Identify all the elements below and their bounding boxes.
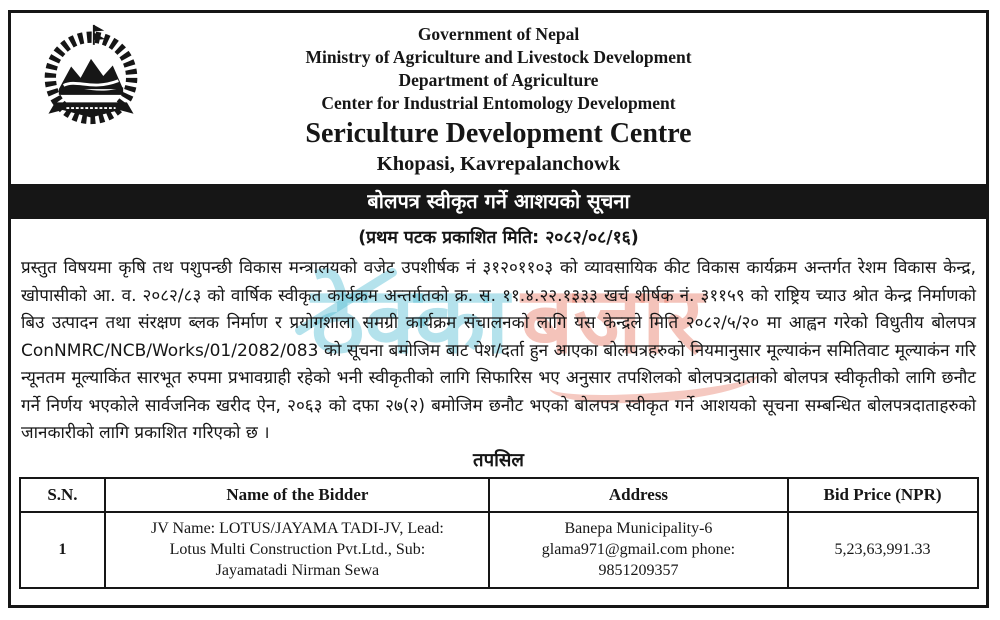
center-line: Center for Industrial Entomology Development: [321, 93, 676, 113]
notice-banner: [11, 184, 986, 219]
watermark-text-secondary: बजार: [521, 267, 704, 374]
column-header-sn: S.N.: [20, 478, 106, 512]
organization-location: Khopasi, Kavrepalanchowk: [376, 153, 621, 175]
bidder-address: Banepa Municipality-6 glama971@gmail.com phone: 9851209357: [541, 520, 736, 579]
bidder-name: JV Name: LOTUS/JAYAMA TADI-JV, Lead: Lotus Multi Construction Pvt.Ltd., Sub: Jayamatadi Nirman Sewa: [150, 520, 444, 579]
cell-address: [489, 512, 787, 588]
letterhead: [11, 13, 986, 177]
nepal-emblem-icon: [33, 23, 149, 127]
department-line: Department of Agriculture: [398, 70, 599, 90]
notice-body: प्रस्तुत विषयमा कृषि तथ पशुपन्छी विकास मन्त्रालयको वजेट उपशीर्षक नं ३१२०११०३ को व्यावसायिक कीट विकास कार्यक्रम अन्तर्गत रेशम विकास केन्द्र, खोपासीको आ. व. २०८२/८३ को वार्षिक स्वीकृत कार्यक्रम अन्तर्गतको क्र. स. ११.४.२२.१३३३ खर्च शीर्षक नं. ३११५९ को राष्ट्रिय च्याउ श्रोत केन्द्र निर्माणको बिउ उत्पादन तथा संरक्षण ब्लक निर्माण र प्रयोगशाला समग्री कार्यक्रम संचालनको लागि यस केन्द्रले मिति २०८२/५/२० मा आह्वन गरेको विधुतीय बोलपत्र ConNMRC/NCB/Works/01/2082/083 को सूचना बमोजिम बाट पेश/दर्ता हुन आएका बोलपत्रहरुको नियमानुसार मूल्याकंन समितिवाट मूल्याकंन गरि न्यूनतम मूल्याकिंत सारभूत रुपमा प्रभावग्राही रहेको भनी स्वीकृतीको लागि सिफारिस भए अनुसार तपशिलको बोलपत्रदाताको बोलपत्र स्वीकृतीको लागि छनौट गर्ने निर्णय भएकोले सार्वजनिक खरीद ऐन, २०६३ को दफा २७(२) बमोजिम छनौट भएको बोलपत्र स्वीकृत गर्ने आशयको सूचना सम्बन्धित बोलपत्रदाताहरुको जानकारीको लागि प्रकाशित गरिएको छ ।: [21, 258, 976, 443]
table-header-row: [20, 478, 978, 512]
bid-table: [19, 477, 979, 589]
column-header-address: Address: [489, 478, 787, 512]
table-row: [20, 512, 978, 588]
government-line: Government of Nepal: [417, 24, 580, 44]
column-header-bidder: Name of the Bidder: [105, 478, 489, 512]
notice-banner-title: बोलपत्र स्वीकृत गर्ने आशयको सूचना: [367, 189, 630, 213]
cell-sn: 1: [20, 512, 106, 588]
organization-title: Sericulture Development Centre: [305, 118, 692, 149]
publish-date-line: (प्रथम पटक प्रकाशित मिति: २०८२/०८/१६): [358, 228, 639, 248]
schedule-label: तपसिल: [473, 449, 524, 471]
cell-bid-price: 5,23,63,991.33: [788, 512, 978, 588]
document-page: [8, 10, 989, 608]
cell-bidder: [105, 512, 489, 588]
watermark-text-primary: ठेक्का: [311, 267, 510, 374]
column-header-bid-price: Bid Price (NPR): [788, 478, 978, 512]
ministry-line: Ministry of Agriculture and Livestock Development: [305, 47, 692, 67]
